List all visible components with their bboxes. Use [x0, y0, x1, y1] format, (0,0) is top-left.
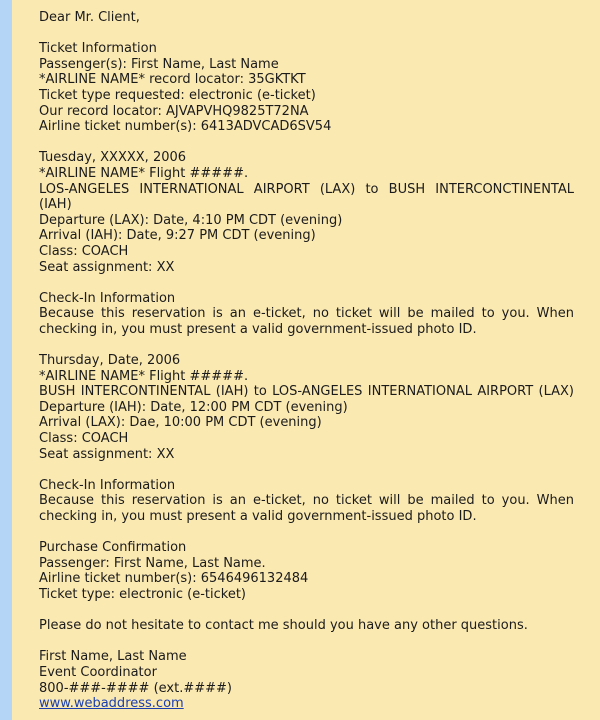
flight-class: Class: COACH — [39, 243, 129, 259]
seat-assignment: Seat assignment: XX — [39, 446, 175, 462]
website-link[interactable]: www.webaddress.com — [39, 696, 184, 712]
ticket-type-requested: Ticket type requested: electronic (e-ticket) — [39, 87, 316, 103]
ticket-information-section — [39, 41, 574, 135]
seat-assignment: Seat assignment: XX — [39, 259, 175, 275]
airline-record-locator: *AIRLINE NAME* record locator: 35GKTKT — [39, 72, 306, 88]
signature-block — [39, 649, 574, 711]
purchase-ticket-type: Ticket type: electronic (e-ticket) — [39, 586, 246, 602]
our-record-locator: Our record locator: AJVAPVHQ9825T72NA — [39, 103, 309, 119]
purchase-ticket-number: Airline ticket number(s): 6546496132484 — [39, 571, 309, 587]
checkin-text: Because this reservation is an e-ticket, no ticket will be mailed to you. When checking in, you must present a valid government-issued photo ID. — [39, 493, 574, 524]
email-body — [12, 0, 600, 720]
flight-route: BUSH INTERCONTINENTAL (IAH) to LOS-ANGELES INTERNATIONAL AIRPORT (LAX) Departure (IAH): Date, 12:00 PM CDT (evening) — [39, 384, 574, 415]
closing-text: Please do not hesitate to contact me should you have any other questions. — [39, 618, 528, 634]
flight-number: *AIRLINE NAME* Flight #####. — [39, 368, 249, 384]
signature-title: Event Coordinator — [39, 664, 157, 680]
flight-date: Thursday, Date, 2006 — [39, 353, 181, 369]
purchase-heading: Purchase Confirmation — [39, 540, 187, 556]
flight-arrival: Arrival (IAH): Date, 9:27 PM CDT (evening) — [39, 228, 316, 244]
greeting: Dear Mr. Client, — [39, 10, 140, 25]
checkin-section — [39, 291, 574, 338]
flight-route: LOS-ANGELES INTERNATIONAL AIRPORT (LAX) to BUSH INTERCONCTINENTAL (IAH) — [39, 181, 574, 213]
flight-arrival: Arrival (LAX): Dae, 10:00 PM CDT (evening) — [39, 415, 322, 431]
flight-date: Tuesday, XXXXX, 2006 — [39, 150, 187, 166]
ticket-information-heading: Ticket Information — [39, 41, 157, 57]
flight-departure: Departure (LAX): Date, 4:10 PM CDT (evening) — [39, 212, 343, 228]
return-flight-section — [39, 353, 574, 462]
checkin-text: Because this reservation is an e-ticket, no ticket will be mailed to you. When checking in, you must present a valid government-issued photo ID. — [39, 306, 574, 337]
airline-ticket-number: Airline ticket number(s): 6413ADVCAD6SV54 — [39, 119, 332, 135]
signature-phone: 800-###-#### (ext.####) — [39, 680, 232, 696]
flight-class: Class: COACH — [39, 431, 129, 447]
purchase-passenger: Passenger: First Name, Last Name. — [39, 555, 266, 571]
purchase-confirmation-section — [39, 540, 574, 602]
checkin-heading: Check-In Information — [39, 477, 176, 493]
checkin-section — [39, 478, 574, 525]
signature-name: First Name, Last Name — [39, 649, 187, 665]
checkin-heading: Check-In Information — [39, 290, 176, 306]
passenger-line: Passenger(s): First Name, Last Name — [39, 56, 279, 72]
flight-number: *AIRLINE NAME* Flight #####. — [39, 165, 249, 181]
outbound-flight-section — [39, 150, 574, 275]
